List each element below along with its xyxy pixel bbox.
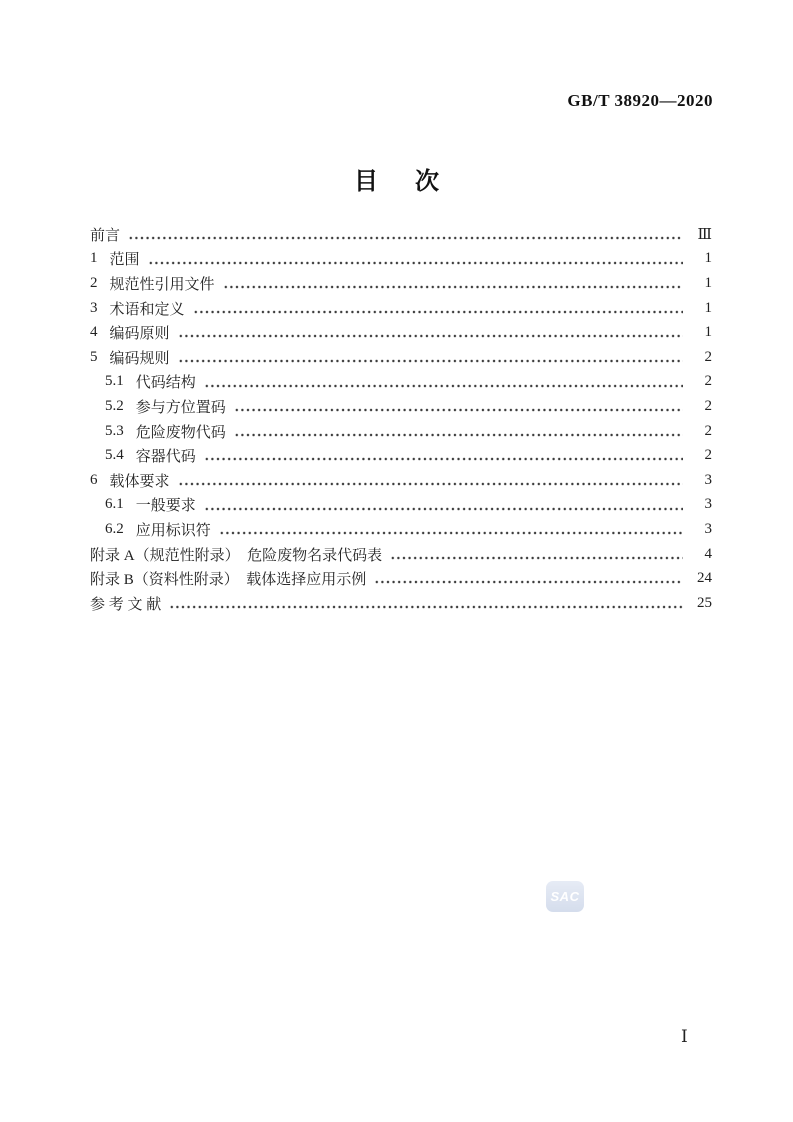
toc-entry-page: 2 xyxy=(704,373,712,390)
toc-entry-page: Ⅲ xyxy=(697,226,712,243)
toc-entry-label: 范围 xyxy=(109,252,140,269)
toc-dot-leader xyxy=(223,271,683,296)
sac-watermark-logo xyxy=(546,881,584,912)
toc-entry-label: 编码规则 xyxy=(109,350,170,367)
toc-entry-label: 容器代码 xyxy=(135,449,196,466)
toc-dot-leader xyxy=(219,517,683,542)
toc-entry-label: 前言 xyxy=(90,227,121,244)
toc-dot-leader xyxy=(128,222,683,247)
toc-entry-label: 一般要求 xyxy=(135,498,196,515)
toc-dot-leader xyxy=(178,468,683,493)
toc-entry-page: 3 xyxy=(704,471,712,488)
toc-row xyxy=(90,394,712,419)
toc-row xyxy=(90,493,712,518)
toc-entry-number: 1 xyxy=(90,250,98,267)
toc-row xyxy=(90,566,712,591)
toc-entry-label: 规范性引用文件 xyxy=(109,276,215,293)
sac-watermark-text: SAC xyxy=(550,889,580,904)
toc-row xyxy=(90,468,712,493)
toc-dot-leader xyxy=(204,493,683,518)
table-of-contents xyxy=(90,222,712,616)
toc-entry-page: 24 xyxy=(697,570,712,587)
toc-entry-number: 5.3 xyxy=(105,422,124,439)
toc-dot-leader xyxy=(178,345,683,370)
toc-row xyxy=(90,345,712,370)
toc-entry-page: 1 xyxy=(704,299,712,316)
toc-entry-label: 参与方位置码 xyxy=(135,399,226,416)
toc-entry-label: 应用标识符 xyxy=(135,522,211,539)
page-title-char-2: 次 xyxy=(415,169,439,195)
toc-dot-leader xyxy=(169,591,683,616)
toc-entry-label: 载体要求 xyxy=(109,473,170,490)
toc-entry-label: 代码结构 xyxy=(135,375,196,392)
toc-row xyxy=(90,419,712,444)
toc-entry-number: 6.2 xyxy=(105,520,124,537)
toc-row xyxy=(90,271,712,296)
toc-entry-page: 3 xyxy=(704,496,712,513)
footer-page-number: Ⅰ xyxy=(681,1027,688,1046)
toc-row xyxy=(90,542,712,567)
toc-dot-leader xyxy=(234,394,683,419)
toc-entry-page: 2 xyxy=(704,348,712,365)
toc-dot-leader xyxy=(374,566,683,591)
toc-entry-page: 4 xyxy=(704,545,712,562)
toc-entry-page: 1 xyxy=(704,274,712,291)
toc-entry-page: 2 xyxy=(704,447,712,464)
toc-entry-label: 参 考 文 献 xyxy=(90,596,162,613)
standard-code-header: GB/T 38920—2020 xyxy=(567,91,713,110)
toc-row xyxy=(90,222,712,247)
toc-entry-label: 附录 B（资料性附录） 载体选择应用示例 xyxy=(90,572,367,589)
toc-dot-leader xyxy=(193,296,683,321)
toc-row xyxy=(90,591,712,616)
toc-entry-number: 5.4 xyxy=(105,447,124,464)
toc-row xyxy=(90,370,712,395)
toc-entry-number: 5.1 xyxy=(105,373,124,390)
toc-dot-leader xyxy=(204,443,683,468)
toc-entry-page: 2 xyxy=(704,397,712,414)
toc-entry-page: 2 xyxy=(704,422,712,439)
toc-dot-leader xyxy=(178,320,683,345)
toc-dot-leader xyxy=(390,542,683,567)
toc-row xyxy=(90,517,712,542)
toc-entry-number: 4 xyxy=(90,324,98,341)
toc-entry-label: 危险废物代码 xyxy=(135,424,226,441)
toc-entry-label: 术语和定义 xyxy=(109,301,185,318)
toc-entry-page: 1 xyxy=(704,250,712,267)
toc-dot-leader xyxy=(148,247,683,272)
toc-row xyxy=(90,247,712,272)
toc-entry-number: 6.1 xyxy=(105,496,124,513)
toc-dot-leader xyxy=(234,419,683,444)
toc-entry-label: 附录 A（规范性附录） 危险废物名录代码表 xyxy=(90,547,383,564)
toc-entry-number: 6 xyxy=(90,471,98,488)
toc-entry-page: 25 xyxy=(697,594,712,611)
page-title-char-1: 目 xyxy=(354,169,378,195)
toc-row xyxy=(90,320,712,345)
toc-row xyxy=(90,443,712,468)
toc-entry-number: 2 xyxy=(90,274,98,291)
page-title xyxy=(0,161,793,196)
toc-entry-page: 1 xyxy=(704,324,712,341)
toc-entry-number: 3 xyxy=(90,299,98,316)
toc-row xyxy=(90,296,712,321)
toc-entry-label: 编码原则 xyxy=(109,326,170,343)
toc-dot-leader xyxy=(204,370,683,395)
toc-entry-page: 3 xyxy=(704,520,712,537)
toc-entry-number: 5 xyxy=(90,348,98,365)
toc-entry-number: 5.2 xyxy=(105,397,124,414)
